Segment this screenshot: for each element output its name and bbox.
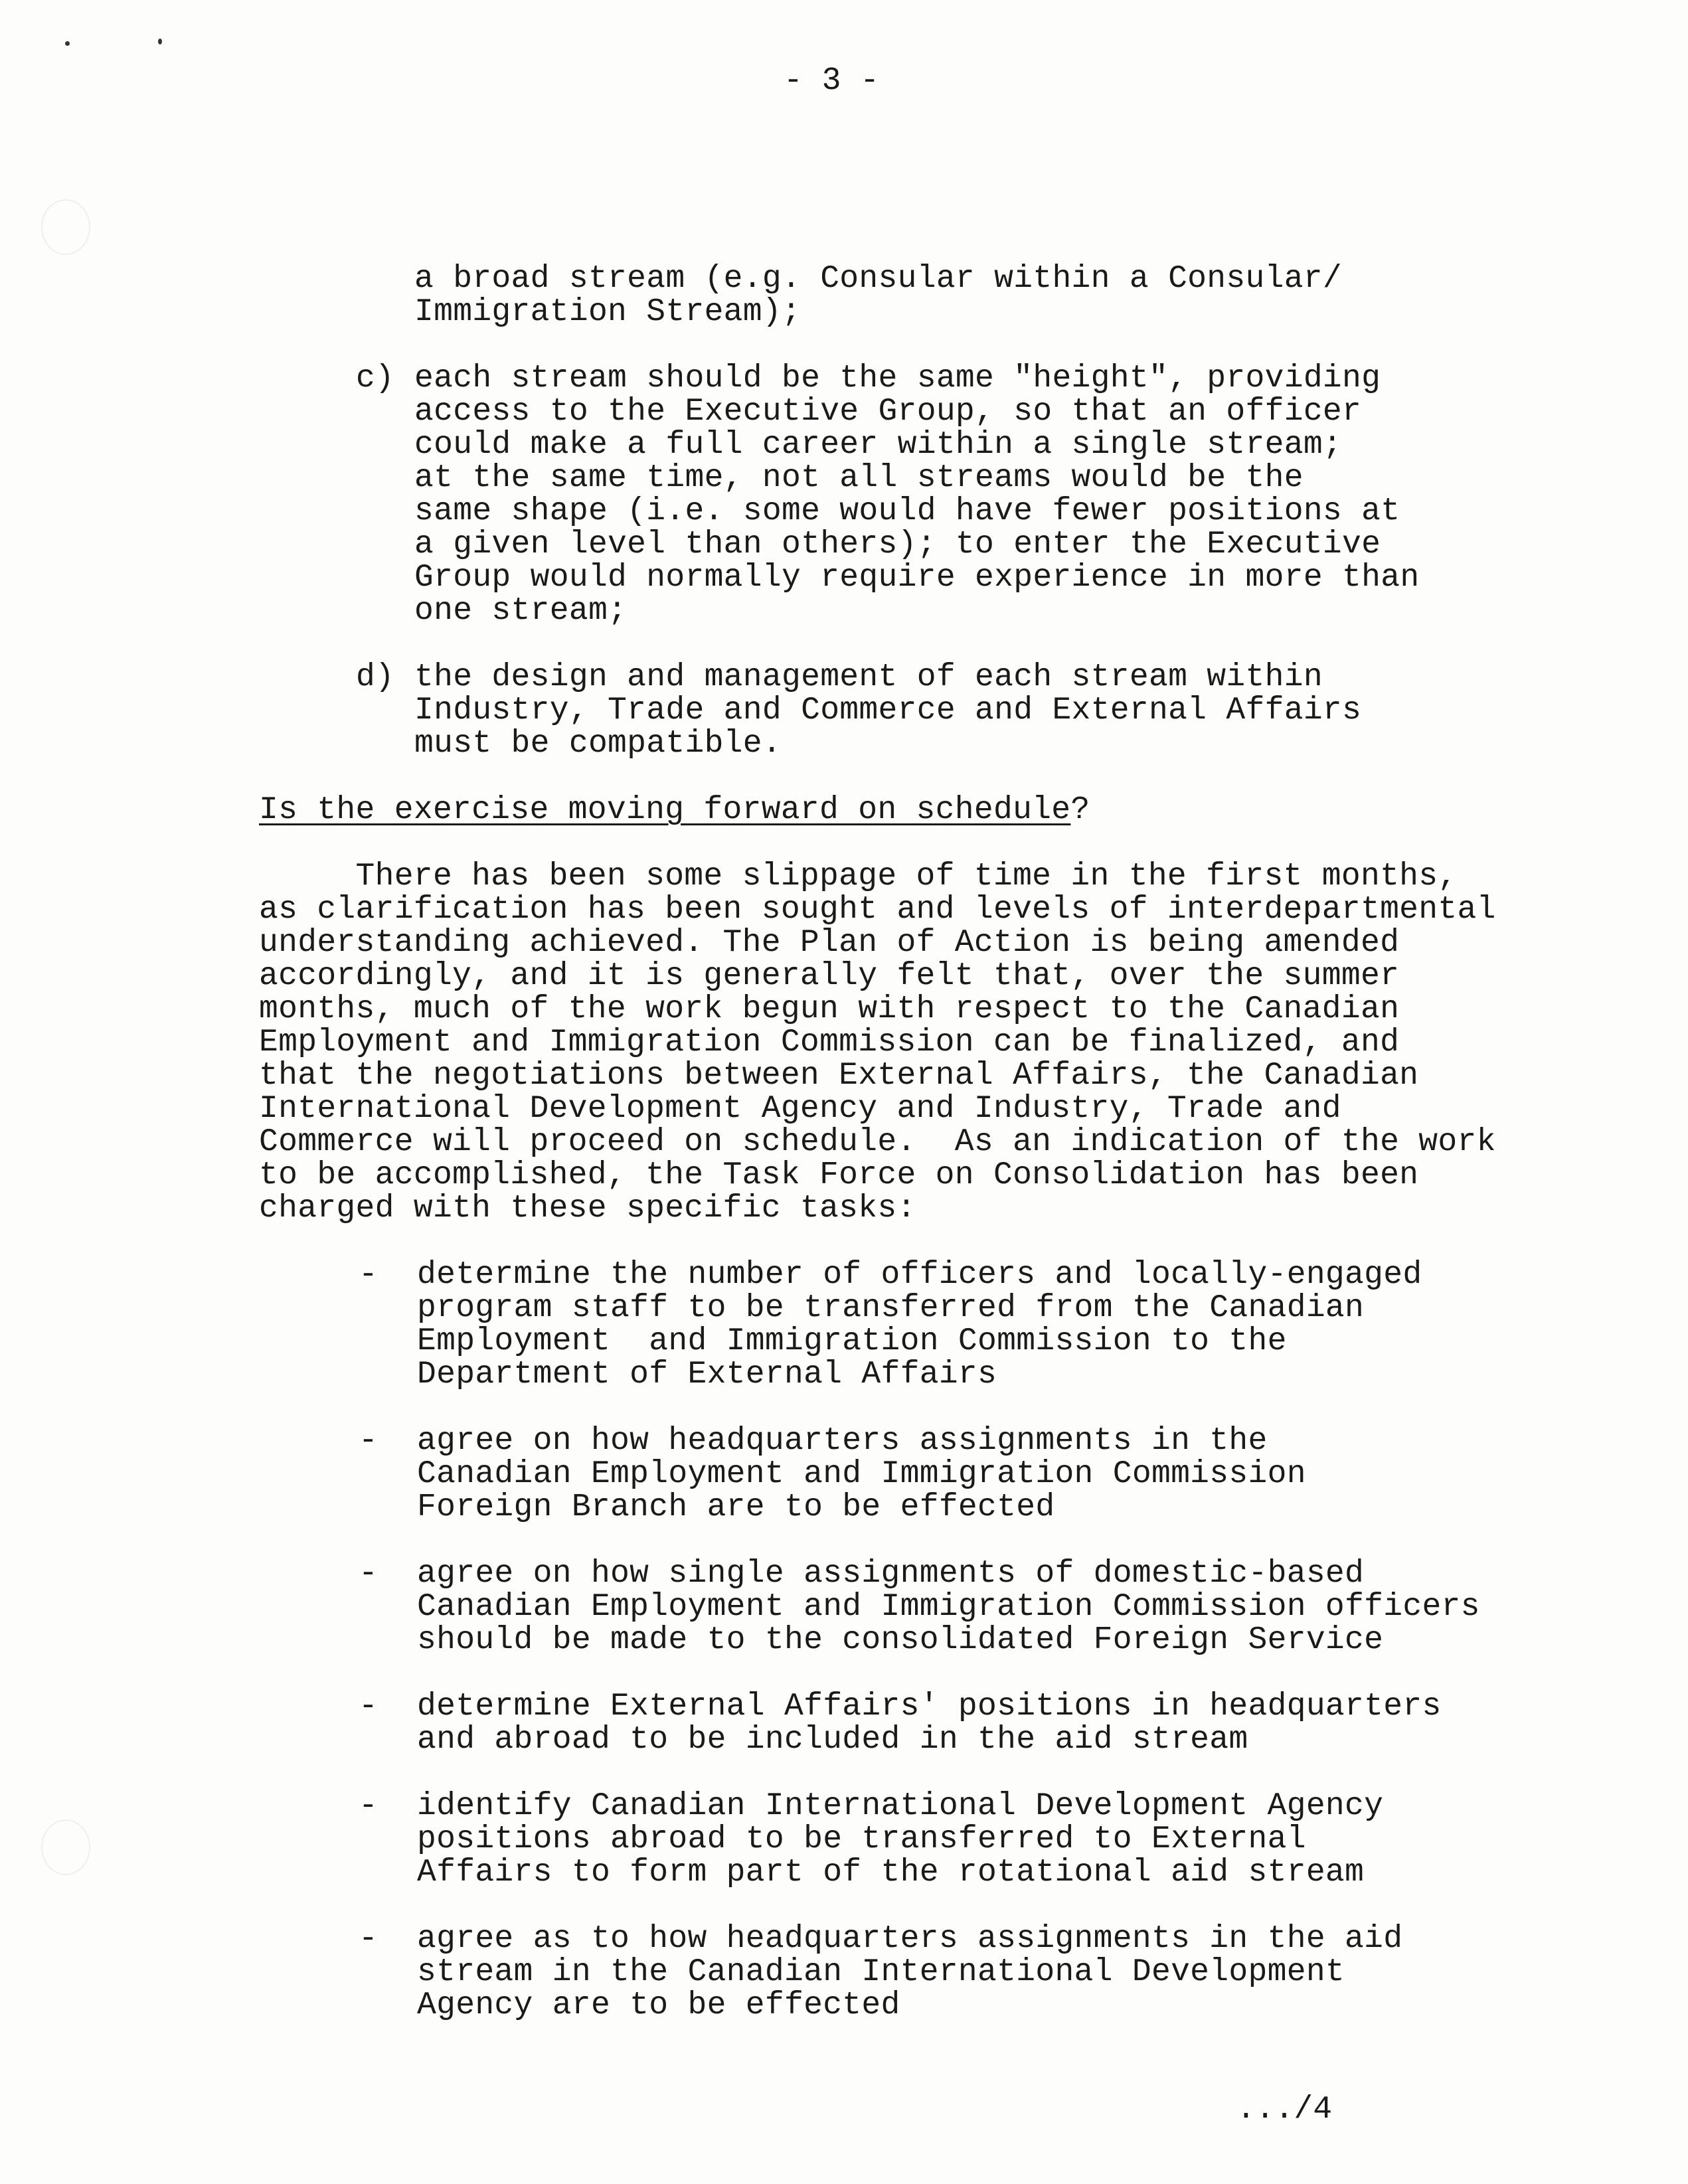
section-heading [259, 794, 1090, 827]
continuation-marker: .../4 [1236, 2092, 1333, 2128]
item-marker: d) [356, 659, 394, 695]
item-line: a given level than others); to enter the Executive [414, 527, 1381, 562]
task-line: positions abroad to be transferred to External [417, 1821, 1306, 1857]
task-dash: - [359, 1556, 378, 1592]
task-dash: - [359, 1257, 378, 1293]
paragraph-line: that the negotiations between External Affairs, the Canadian [259, 1058, 1419, 1094]
item-line: one stream; [414, 593, 628, 629]
task-line: stream in the Canadian International Development [417, 1954, 1345, 1990]
item-line: access to the Executive Group, so that an officer [414, 394, 1362, 430]
item-line: at the same time, not all streams would be the [414, 460, 1304, 496]
paragraph-line: There has been some slippage of time in the first months, [259, 859, 1458, 894]
task-line: identify Canadian International Development Agency [417, 1788, 1384, 1824]
task-line: agree on how headquarters assignments in the [417, 1423, 1268, 1459]
task-dash: - [359, 1788, 378, 1824]
paragraph-line: International Development Agency and Industry, Trade and [259, 1091, 1341, 1127]
paragraph-line: to be accomplished, the Task Force on Consolidation has been [259, 1157, 1419, 1193]
task-line: Agency are to be effected [417, 1987, 900, 2023]
paragraph-line: understanding achieved. The Plan of Action is being amended [259, 925, 1400, 961]
section-heading-mark: ? [1070, 792, 1090, 828]
task-line: Employment and Immigration Commission to the [417, 1323, 1287, 1359]
task-line: determine External Affairs' positions in headquarters [417, 1689, 1442, 1724]
page-number: - 3 - [784, 63, 880, 99]
section-heading-text: Is the exercise moving forward on schedule [259, 792, 1071, 828]
continuation-line: a broad stream (e.g. Consular within a Consular/ [414, 261, 1343, 297]
task-line: Department of External Affairs [417, 1357, 997, 1392]
punch-hole-mark [41, 1819, 90, 1875]
item-line: Group would normally require experience in more than [414, 560, 1420, 596]
item-line: the design and management of each stream within [414, 659, 1323, 695]
task-dash: - [359, 1423, 378, 1459]
item-line: each stream should be the same "height", providing [414, 361, 1381, 396]
scan-speck [65, 41, 70, 46]
task-line: agree on how single assignments of domestic-based [417, 1556, 1365, 1592]
paragraph-line: as clarification has been sought and levels of interdepartmental [259, 892, 1496, 928]
paragraph-line: Commerce will proceed on schedule. As an indication of the work [259, 1124, 1496, 1160]
task-line: Canadian Employment and Immigration Commission officers [417, 1589, 1480, 1625]
continuation-line: Immigration Stream); [414, 294, 802, 330]
task-line: Foreign Branch are to be effected [417, 1489, 1055, 1525]
paragraph-line: accordingly, and it is generally felt that, over the summer [259, 958, 1400, 994]
task-dash: - [359, 1921, 378, 1957]
item-marker: c) [356, 361, 394, 396]
paragraph-line: charged with these specific tasks: [259, 1191, 916, 1226]
item-line: same shape (i.e. some would have fewer positions at [414, 493, 1400, 529]
item-line: could make a full career within a single stream; [414, 427, 1343, 463]
task-line: program staff to be transferred from the Canadian [417, 1290, 1365, 1326]
task-line: determine the number of officers and locally-engaged [417, 1257, 1422, 1293]
task-line: should be made to the consolidated Foreign Service [417, 1622, 1384, 1658]
scan-speck [158, 39, 162, 44]
item-line: must be compatible. [414, 726, 782, 762]
task-line: and abroad to be included in the aid stream [417, 1722, 1248, 1758]
paragraph-line: months, much of the work begun with respect to the Canadian [259, 991, 1400, 1027]
punch-hole-mark [41, 199, 90, 255]
task-line: agree as to how headquarters assignments in the aid [417, 1921, 1403, 1957]
paragraph-line: Employment and Immigration Commission can be finalized, and [259, 1025, 1400, 1060]
task-dash: - [359, 1689, 378, 1724]
task-line: Affairs to form part of the rotational aid stream [417, 1855, 1365, 1890]
task-line: Canadian Employment and Immigration Commission [417, 1456, 1306, 1492]
item-line: Industry, Trade and Commerce and External Affairs [414, 693, 1362, 728]
